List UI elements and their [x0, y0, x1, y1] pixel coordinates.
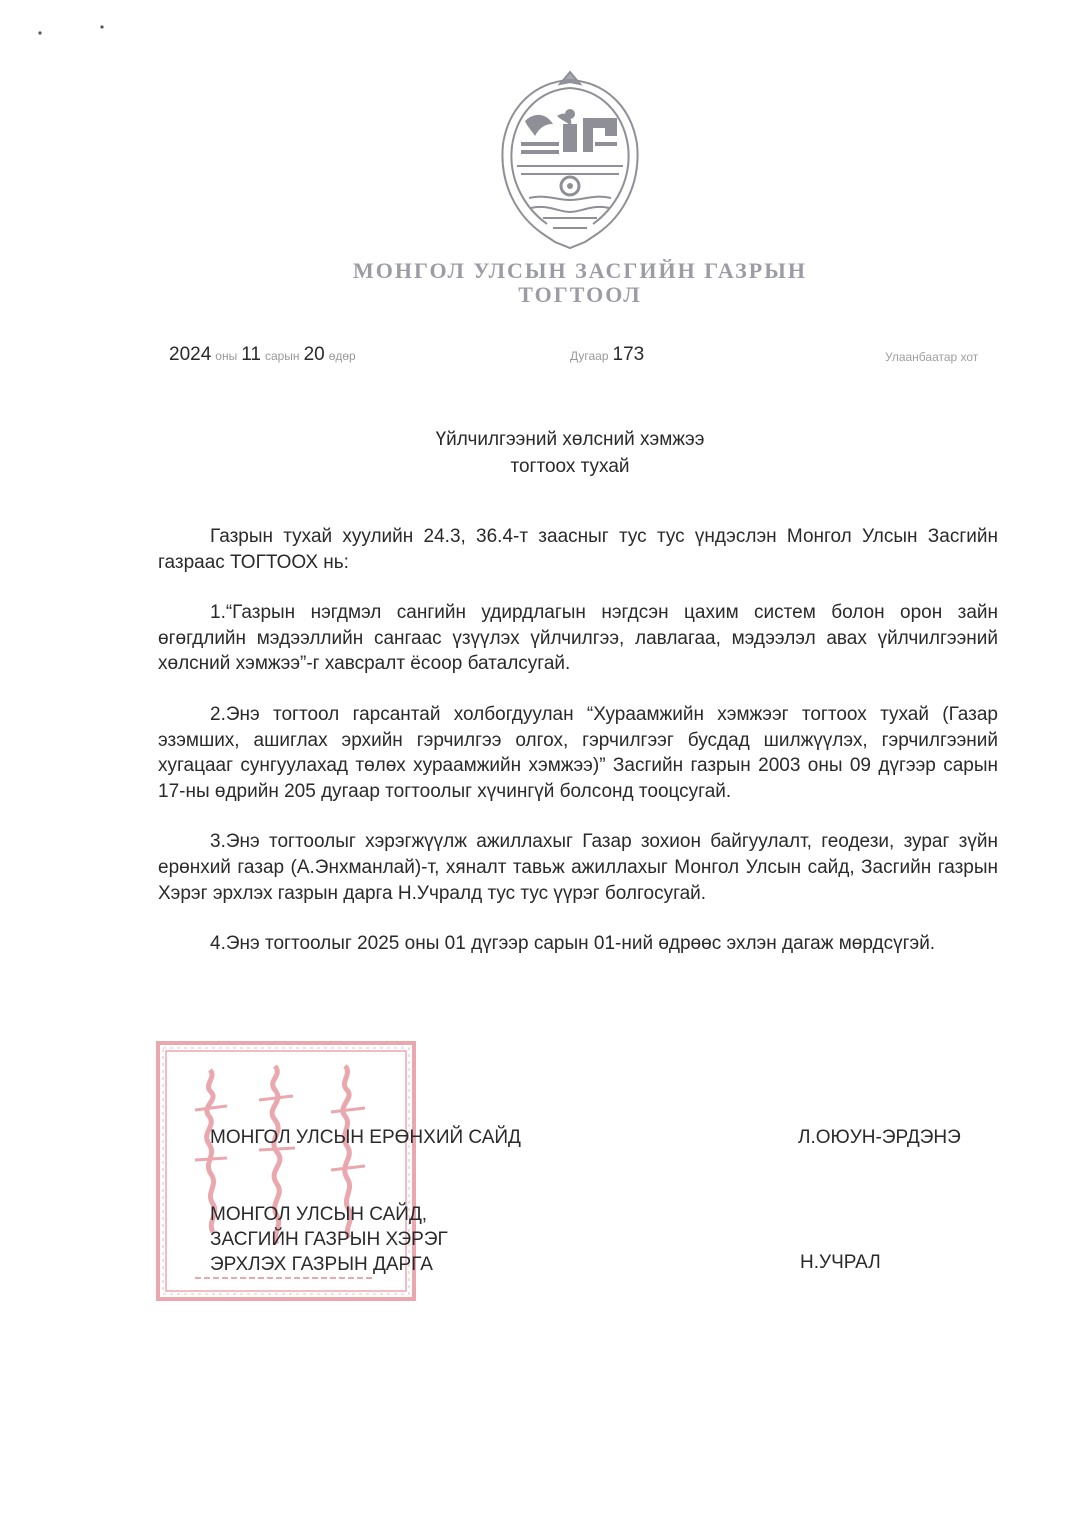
preamble-paragraph: Газрын тухай хуулийн 24.3, 36.4-т заасныг тус тус үндэслэн Монгол Улсын Засгийн газраас ТОГТООХ нь: — [158, 526, 998, 573]
year-label: оны — [215, 349, 238, 363]
state-emblem-icon — [495, 66, 645, 252]
government-title: МОНГОЛ УЛСЫН ЗАСГИЙН ГАЗРЫН — [353, 258, 807, 283]
issue-day: 20 — [303, 344, 325, 365]
minister-title-line-2: ЗАСГИЙН ГАЗРЫН ХЭРЭГ — [210, 1229, 448, 1250]
subject-line-1: Үйлчилгээний хөлсний хэмжээ — [435, 429, 705, 450]
month-label: сарын — [264, 349, 300, 363]
resolution-number — [566, 344, 644, 366]
clause-4: 4.Энэ тогтоолыг 2025 оны 01 дүгээр сарын 01-ний өдрөөс эхлэн дагаж мөрдсүгэй. — [210, 933, 936, 955]
minister-name: Н.УЧРАЛ — [800, 1252, 881, 1273]
minister-title-line-3: ЭРХЛЭХ ГАЗРЫН ДАРГА — [210, 1254, 433, 1275]
clause-1: 1.“Газрын нэгдмэл сангийн удирдлагын нэгдсэн цахим систем болон орон зайн өгөгдлийн мэдээллийн сангаас үзүүлэх үйлчилгээ, лавлагаа, мэдээлэл авах үйлчилгээний хөлсний хэмжээ”-г хавсралт ёсоор баталсугай. — [158, 602, 998, 675]
number-label: Дугаар — [570, 349, 609, 363]
number-value: 173 — [612, 344, 645, 365]
minister-title — [210, 1202, 448, 1277]
issue-city: Улаанбаатар хот — [885, 350, 979, 364]
prime-minister-name: Л.ОЮУН-ЭРДЭНЭ — [798, 1127, 961, 1148]
document-type-title: ТОГТООЛ — [518, 282, 642, 307]
issue-date — [169, 344, 360, 366]
minister-title-line-1: МОНГОЛ УЛСЫН САЙД, — [210, 1204, 428, 1225]
resolution-subject — [300, 426, 840, 480]
day-label: өдөр — [328, 349, 356, 363]
subject-line-2: тогтоох тухай — [510, 456, 630, 477]
issue-year: 2024 — [169, 344, 212, 365]
issue-month: 11 — [241, 344, 261, 365]
clause-2: 2.Энэ тогтоол гарсантай холбогдуулан “Хураамжийн хэмжээг тогтоох тухай (Газар эзэмших, ашиглах эрхийн гэрчилгээ олгох, гэрчилгээг бусдад шилжүүлэх, гэрчилгээний хугацааг сунгуулахад төлөх хураамжийн хэмжээ)” Засгийн газрын 2003 оны 09 дүгээр сарын 17-ны өдрийн 205 дугаар тогтоолыг хүчингүй болсонд тооцсугай. — [158, 703, 998, 802]
resolution-body — [158, 524, 998, 982]
clause-3: 3.Энэ тогтоолыг хэрэгжүүлж ажиллахыг Газар зохион байгуулалт, геодези, зураг зүйн ерөнхий газар (А.Энхманлай)-т, хяналт тавьж ажиллахыг Монгол Улсын сайд, Засгийн газрын Хэрэг эрхлэх газрын дарга Н.Учралд тус тус үүрэг болгосугай. — [158, 831, 998, 904]
scan-specks — [0, 0, 120, 40]
prime-minister-title: МОНГОЛ УЛСЫН ЕРӨНХИЙ САЙД — [210, 1127, 521, 1148]
